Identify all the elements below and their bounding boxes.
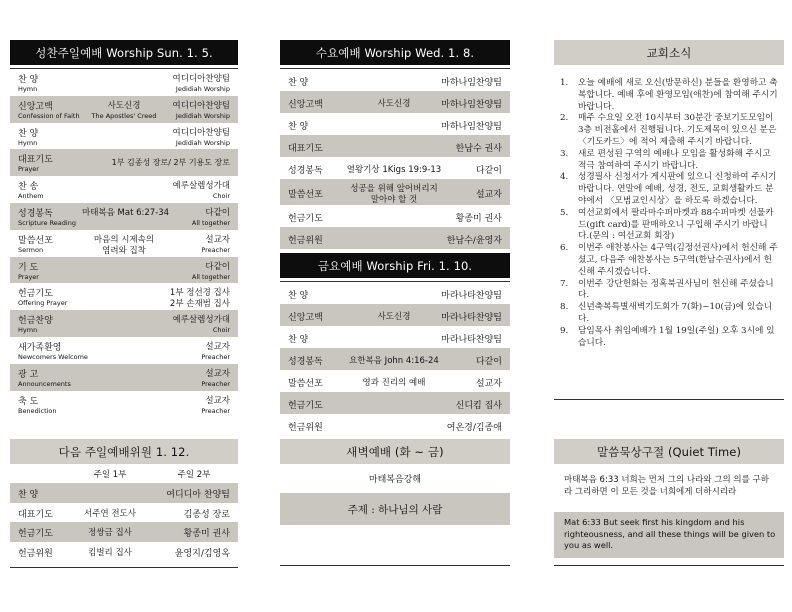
row-label-en: Offering Prayer	[18, 299, 68, 308]
news-item	[558, 279, 778, 303]
service-row	[280, 348, 510, 370]
divider	[280, 565, 510, 566]
row-label-en: Prayer	[18, 165, 39, 174]
row-label: 대표기도	[288, 143, 323, 154]
row-leader-line2: 2부 손재범 집사	[169, 299, 230, 310]
row-label: 헌금기도	[288, 213, 323, 224]
news-number: 8.	[560, 302, 569, 313]
volunteer-role: 대표기도	[18, 509, 53, 520]
row-leader-en: Preacher	[201, 406, 230, 415]
volunteer-row	[10, 483, 238, 503]
row-leader-en: Preacher	[201, 245, 230, 254]
row-leader: 마하나임찬양팀	[441, 77, 502, 88]
row-label: 찬 양	[288, 334, 309, 345]
row-label-en: Sermon	[18, 245, 44, 254]
row-leader: 한남수 권사	[455, 143, 502, 154]
quiet-time-english: Mat 6:33 But seek first his kingdom and his righteousness, and all these things will be given to you as well.	[554, 512, 784, 558]
row-leader: 마라나타찬양팀	[441, 334, 502, 345]
news-item	[558, 243, 778, 278]
row-leader: 설교자	[475, 378, 502, 389]
divider	[554, 399, 784, 400]
row-label-en: Anthem	[18, 192, 44, 201]
news-text: 매주 수요일 오전 10시부터 30분간 중보기도모임이 3층 비전홀에서 진행됩니다. 기도제목이 있으신 분은 〈기도카드〉에 적어 제출해 주시기 바랍니다.	[578, 113, 777, 147]
row-leader: 설교자	[205, 368, 230, 379]
friday-service-panel	[280, 253, 510, 443]
service-row	[280, 135, 510, 157]
service-row	[280, 179, 510, 205]
news-item	[558, 149, 778, 173]
service-row	[10, 364, 238, 391]
row-leader: 마하나임찬양팀	[441, 99, 502, 110]
row-content: 요한복음 John 4:16-24	[349, 355, 439, 366]
news-item	[558, 208, 778, 243]
row-label: 찬 양	[288, 290, 309, 301]
news-text: 새로 편성된 구역의 예배나 모임을 활성화해 주시고 적극 참여하여 주시기 바랍니다.	[578, 148, 771, 171]
row-leader: 1부 김종성 장로/ 2부 기용도 장로	[111, 158, 230, 168]
volunteer-first: 킴벌리 집사	[88, 547, 132, 558]
col-header-second: 주일 2부	[177, 470, 211, 480]
row-label-en: Confession of Faith	[18, 111, 80, 120]
row-label-en: Scripture Reading	[18, 218, 76, 227]
row-leader: 예루살렘성가대	[172, 181, 230, 192]
volunteer-second: 윤영지/김영옥	[174, 548, 230, 559]
dawn-service-panel	[280, 439, 510, 525]
row-leader: 여온경/김종애	[446, 422, 502, 433]
sunday-order-list	[10, 69, 238, 417]
news-item	[558, 326, 778, 350]
row-content: 성공을 위해 앞어버리지	[350, 183, 438, 194]
wednesday-service-title: 수요예배 Worship Wed. 1. 8.	[280, 40, 510, 65]
service-row	[10, 337, 238, 364]
service-row	[10, 257, 238, 284]
volunteer-second: 김종성 장로	[183, 509, 230, 520]
volunteer-role: 헌금위원	[18, 548, 53, 559]
row-label: 새가족환영	[18, 342, 62, 353]
row-leader-en: Choir	[212, 192, 230, 201]
row-label: 축 도	[18, 396, 39, 407]
row-leader-en: All together	[191, 218, 230, 227]
row-content: 영과 진리의 예배	[362, 377, 426, 388]
row-label-en: Hymn	[18, 326, 38, 335]
service-row	[280, 69, 510, 91]
row-leader: 설교자	[205, 234, 230, 245]
next-sunday-list	[10, 483, 238, 561]
row-label: 성경봉독	[18, 208, 53, 219]
volunteer-first: 정쌍금 집사	[88, 528, 132, 538]
news-text: 성경필사 신청서가 게시판에 있으니 신청하여 주시기 바랍니다. 연말에 예배, 성경, 전도, 교회생활카드 분야에서 〈모범교인시상〉을 하도록 하겠습니다.	[578, 172, 777, 206]
row-label: 찬 양	[288, 121, 309, 132]
service-row	[10, 283, 238, 310]
row-content: 사도신경	[377, 311, 411, 322]
wednesday-order-list	[280, 69, 510, 249]
row-label: 찬 양	[18, 128, 39, 139]
volunteer-second: 여디디아 찬양팀	[166, 490, 230, 500]
sunday-service-title: 성찬주일예배 Worship Sun. 1. 5.	[10, 40, 238, 65]
service-row	[280, 205, 510, 227]
volunteer-role: 헌금기도	[18, 529, 53, 539]
row-leader-en: Preacher	[201, 379, 230, 388]
next-sunday-title: 다음 주일예배위원 1. 12.	[10, 439, 238, 464]
row-label: 신앙고백	[288, 312, 323, 323]
news-text: 이번주 강단헌화는 정혹북권사님이 헌신해 주셨습니다.	[578, 278, 774, 301]
row-leader: 마라나타찬양팀	[441, 312, 502, 323]
row-label: 찬 양	[18, 75, 39, 85]
row-content: 마태복음 Mat 6:27-34	[82, 207, 170, 218]
row-label: 신앙고백	[288, 99, 323, 110]
row-label: 말씀선포	[18, 235, 53, 246]
news-number: 6.	[560, 243, 569, 254]
service-row	[280, 326, 510, 348]
news-text: 신년축복특별새벽기도회가 7(화)~10(금)에 있습니다.	[578, 302, 772, 324]
row-label-en: Benediction	[18, 406, 57, 415]
row-label: 광 고	[18, 369, 39, 380]
service-row	[280, 113, 510, 135]
row-content: 사도신경	[377, 98, 411, 109]
church-news-title: 교회소식	[554, 40, 784, 65]
row-leader: 예루살렘성가대	[172, 315, 230, 326]
row-label: 헌금위원	[288, 422, 323, 433]
service-row	[280, 227, 510, 249]
row-leader: 다같이	[475, 356, 502, 367]
row-label: 찬 송	[18, 182, 39, 193]
row-label-en: Hymn	[18, 138, 38, 147]
col-header-first: 주일 1부	[93, 470, 127, 480]
next-sunday-panel	[10, 439, 238, 568]
row-leader: 여디디아찬양팀	[172, 100, 230, 111]
news-text: 이번주 애찬봉사는 4구역(김정선권사)에서 헌신해 주셨고, 다음주 애찬봉사는 5구역(한남수권사)에서 헌신해 주시겠습니다.	[578, 243, 778, 277]
church-news-panel	[554, 40, 784, 349]
volunteer-first: 서주연 전도사	[84, 508, 136, 519]
row-label: 말씀선포	[288, 189, 323, 200]
row-label: 헌금기도	[288, 400, 323, 411]
divider	[554, 565, 784, 566]
next-sunday-col-headers	[10, 464, 238, 483]
volunteer-row	[10, 522, 238, 542]
quiet-time-panel	[554, 439, 784, 558]
service-row	[10, 69, 238, 96]
service-row	[280, 392, 510, 414]
news-number: 7.	[560, 278, 569, 289]
service-row	[10, 123, 238, 150]
row-leader-en: Jedidiah Worship	[175, 85, 230, 93]
row-label: 헌금찬양	[18, 316, 53, 327]
volunteer-row	[10, 503, 238, 523]
service-row	[280, 370, 510, 392]
row-label-en: Hymn	[18, 85, 38, 93]
row-leader: 신디킴 집사	[455, 400, 502, 411]
news-item	[558, 78, 778, 113]
service-row	[10, 176, 238, 203]
quiet-time-korean: 마태복음 6:33 너희는 먼저 그의 나라와 그의 의를 구하라 그리하면 이 모든 것을 너희에게 더하시리라	[564, 475, 769, 497]
friday-order-list	[280, 282, 510, 436]
row-leader-en: Preacher	[201, 352, 230, 361]
row-label: 말씀선포	[288, 378, 323, 389]
row-leader: 다같이	[205, 207, 230, 218]
row-label-en: Announcements	[18, 379, 71, 388]
service-row	[10, 149, 238, 176]
row-label: 헌금위원	[288, 235, 323, 246]
row-leader-en: Choir	[212, 326, 230, 335]
row-label: 찬 양	[288, 77, 309, 88]
row-leader-en: Jedidiah Worship	[175, 111, 230, 120]
row-leader: 여디디아찬양팀	[172, 74, 230, 84]
service-row	[10, 391, 238, 418]
row-content: 마음의 시제속의	[93, 234, 155, 245]
news-text: 오늘 예배에 새로 오신(방문하신) 분들을 환영하고 축복합니다. 예배 후에 환영모임(애찬)에 참여해 주시기 바랍니다.	[578, 78, 778, 112]
row-leader: 다같이	[205, 261, 230, 272]
service-row	[280, 304, 510, 326]
dawn-theme: 주제 : 하나님의 사람	[280, 493, 510, 525]
news-list	[554, 78, 784, 349]
quiet-time-title: 말씀묵상구절 (Quiet Time)	[554, 439, 784, 464]
dawn-service-title: 새벽예배 (화 ~ 금)	[280, 439, 510, 464]
row-leader: 설교자	[475, 189, 502, 200]
row-leader: 마라나타찬양팀	[441, 290, 502, 301]
dawn-book: 마태복음강해	[368, 475, 422, 485]
service-row	[280, 414, 510, 436]
news-number: 9.	[560, 325, 569, 336]
service-row	[10, 96, 238, 123]
news-item	[558, 113, 778, 148]
service-row	[10, 203, 238, 230]
news-number: 5.	[560, 207, 569, 218]
row-leader: 한남수/윤영자	[446, 235, 502, 246]
news-number: 1.	[560, 78, 569, 88]
row-content-line2: 말아야 할 것	[370, 194, 418, 205]
news-text: 담임목사 취임예배가 1월 19일(주일) 오후 3시에 있습니다.	[578, 325, 775, 348]
news-number: 4.	[560, 172, 569, 183]
row-leader: 여디디아찬양팀	[172, 127, 230, 138]
service-row	[10, 230, 238, 257]
row-leader-en: All together	[191, 272, 230, 281]
row-leader-en: Jedidiah Worship	[175, 138, 230, 147]
service-row	[10, 310, 238, 337]
row-label: 헌금기도	[18, 289, 53, 300]
row-label: 성경봉독	[288, 356, 323, 367]
row-content-en: The Apostles' Creed	[91, 111, 157, 120]
row-content-line2: 염려와 집착	[102, 245, 146, 256]
wednesday-service-panel	[280, 40, 510, 249]
row-label-en: Prayer	[18, 272, 39, 281]
friday-service-title: 금요예배 Worship Fri. 1. 10.	[280, 253, 510, 278]
news-item	[558, 172, 778, 207]
row-leader: 설교자	[205, 395, 230, 406]
row-leader: 황종미 권사	[455, 213, 502, 224]
row-content: 사도신경	[107, 100, 141, 111]
divider	[10, 567, 238, 568]
row-label-en: Newcomers Welcome	[18, 352, 88, 361]
row-content: 열왕기상 1Kigs 19:9-13	[346, 164, 442, 175]
news-number: 2.	[560, 113, 569, 124]
volunteer-row	[10, 542, 238, 562]
row-leader: 마하나임찬양팀	[441, 121, 502, 132]
service-row	[280, 157, 510, 179]
row-label: 기 도	[18, 262, 39, 273]
sunday-service-panel	[10, 40, 238, 417]
row-label: 대표기도	[18, 155, 53, 166]
news-text: 여선교회에서 팔라마수퍼마켓과 88수퍼마켓 선물카드(gift card)를 판매하오니 구입해 주시기 바랍니다.(문의 : 여선교회 회장)	[578, 207, 774, 242]
volunteer-role: 찬 양	[18, 490, 39, 500]
news-number: 3.	[560, 148, 569, 159]
service-row	[280, 91, 510, 113]
volunteer-second: 황종미 권사	[183, 529, 230, 539]
service-row	[280, 282, 510, 304]
row-leader: 1부 정선경 집사	[169, 288, 230, 299]
row-label: 신앙고백	[18, 101, 53, 112]
row-leader: 설교자	[205, 341, 230, 352]
news-item	[558, 302, 778, 326]
row-leader: 다같이	[475, 165, 502, 176]
row-label: 성경봉독	[288, 165, 323, 176]
